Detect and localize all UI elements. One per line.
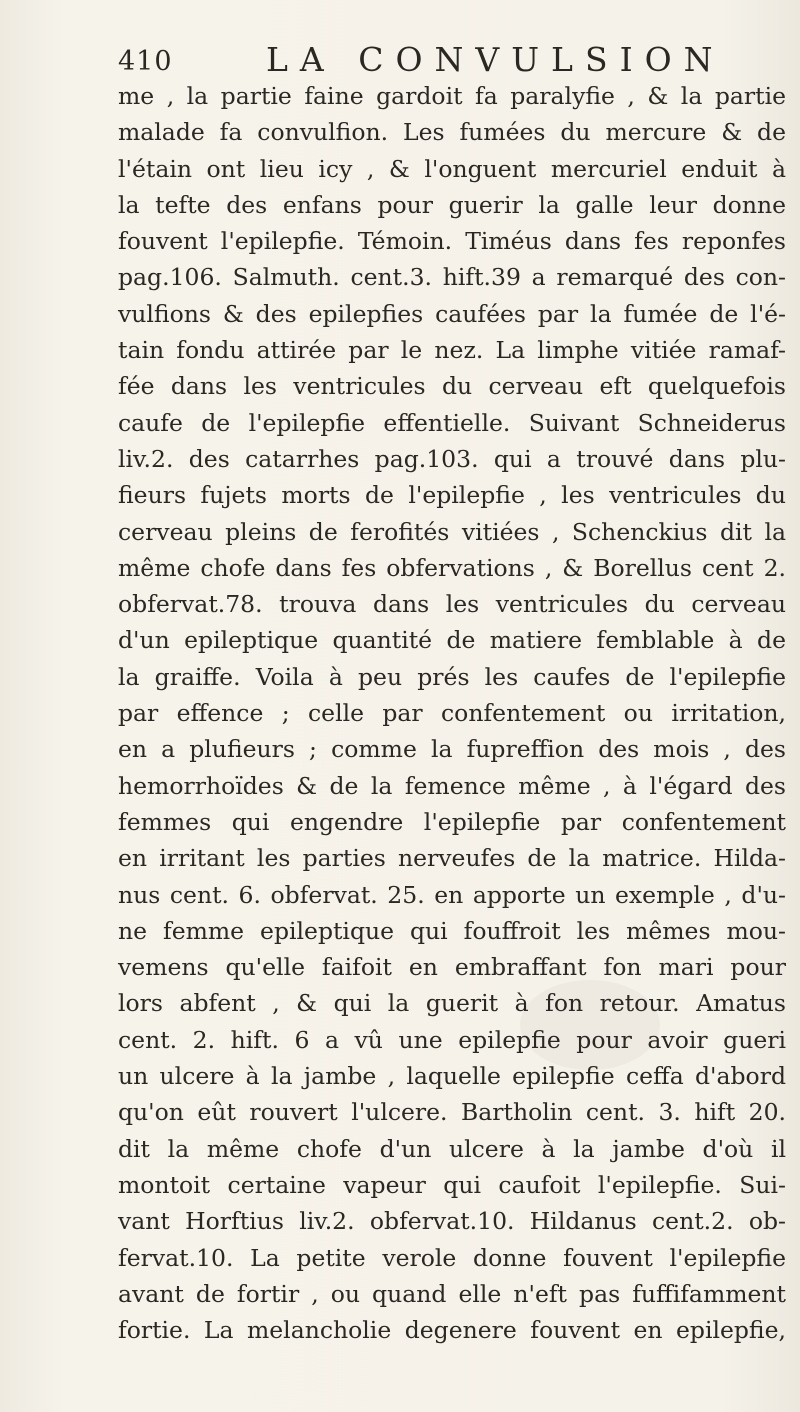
text-line: vulfions & des epilepfies caufées par la fumée de l'é-: [118, 299, 786, 328]
text-line: malade fa convulfion. Les fumées du mercure & de: [118, 118, 786, 147]
text-line: vant Horftius liv.2. obfervat.10. Hildanus cent.2. ob-: [118, 1207, 786, 1236]
text-line: la tefte des enfans pour guerir la galle leur donne: [118, 190, 786, 219]
text-line: fortie. La melancholie degenere fouvent en epilepfie,: [118, 1316, 786, 1345]
text-line: la graiffe. Voila à peu prés les caufes de l'epilepfie: [118, 662, 786, 691]
text-line: cerveau pleins de ferofités vitiées , Schenckius dit la: [118, 517, 786, 546]
text-line: ne femme epileptique qui fouffroit les mêmes mou-: [118, 916, 786, 945]
text-line: hemorrhoïdes & de la femence même , à l'égard des: [118, 771, 786, 800]
text-line: liv.2. des catarrhes pag.103. qui a trouvé dans plu-: [118, 444, 786, 473]
text-line: par effence ; celle par confentement ou irritation,: [118, 699, 786, 728]
text-line: lors abfent , & qui la guerit à fon retour. Amatus: [118, 989, 786, 1018]
text-line: fervat.10. La petite verole donne fouvent l'epilepfie: [118, 1243, 786, 1272]
text-line: me , la partie faine gardoit fa paralyfie , & la partie: [118, 82, 786, 110]
text-line: cent. 2. hift. 6 a vû une epilepfie pour avoir gueri: [118, 1025, 786, 1054]
running-head: LA CONVULSION: [266, 40, 725, 79]
text-line: montoit certaine vapeur qui caufoit l'epilepfie. Sui-: [118, 1170, 786, 1199]
text-line: qu'on eût rouvert l'ulcere. Bartholin cent. 3. hift 20.: [118, 1098, 786, 1127]
text-line: même chofe dans fes obfervations , & Borellus cent 2.: [118, 553, 786, 582]
text-line: avant de fortir , ou quand elle n'eft pas fuffifamment: [118, 1279, 786, 1308]
text-line: nus cent. 6. obfervat. 25. en apporte un exemple , d'u-: [118, 880, 786, 909]
text-line: dit la même chofe d'un ulcere à la jambe d'où il: [118, 1134, 786, 1163]
page-number: 410: [118, 46, 173, 77]
text-line: pag.106. Salmuth. cent.3. hift.39 a remarqué des con-: [118, 263, 786, 292]
text-line: l'étain ont lieu icy , & l'onguent mercuriel enduit à: [118, 154, 786, 183]
text-line: fouvent l'epilepfie. Témoin. Timéus dans fes reponfes: [118, 227, 786, 256]
text-line: obfervat.78. trouva dans les ventricules du cerveau: [118, 590, 786, 619]
body-text: [118, 78, 786, 1348]
text-line: caufe de l'epilepfie effentielle. Suivant Schneiderus: [118, 408, 786, 437]
text-line: en a plufieurs ; comme la fupreffion des mois , des: [118, 735, 786, 764]
text-line: fieurs fujets morts de l'epilepfie , les ventricules du: [118, 481, 786, 510]
text-line: fée dans les ventricules du cerveau eft quelquefois: [118, 372, 786, 401]
text-line: femmes qui engendre l'epilepfie par confentement: [118, 807, 786, 836]
text-line: vemens qu'elle faifoit en embraffant fon mari pour: [118, 953, 786, 982]
text-line: d'un epileptique quantité de matiere femblable à de: [118, 626, 786, 655]
text-line: en irritant les parties nerveufes de la matrice. Hilda-: [118, 844, 786, 873]
text-line: tain fondu attirée par le nez. La limphe vitiée ramaf-: [118, 336, 786, 365]
text-line: un ulcere à la jambe , laquelle epilepfie ceffa d'abord: [118, 1062, 786, 1091]
